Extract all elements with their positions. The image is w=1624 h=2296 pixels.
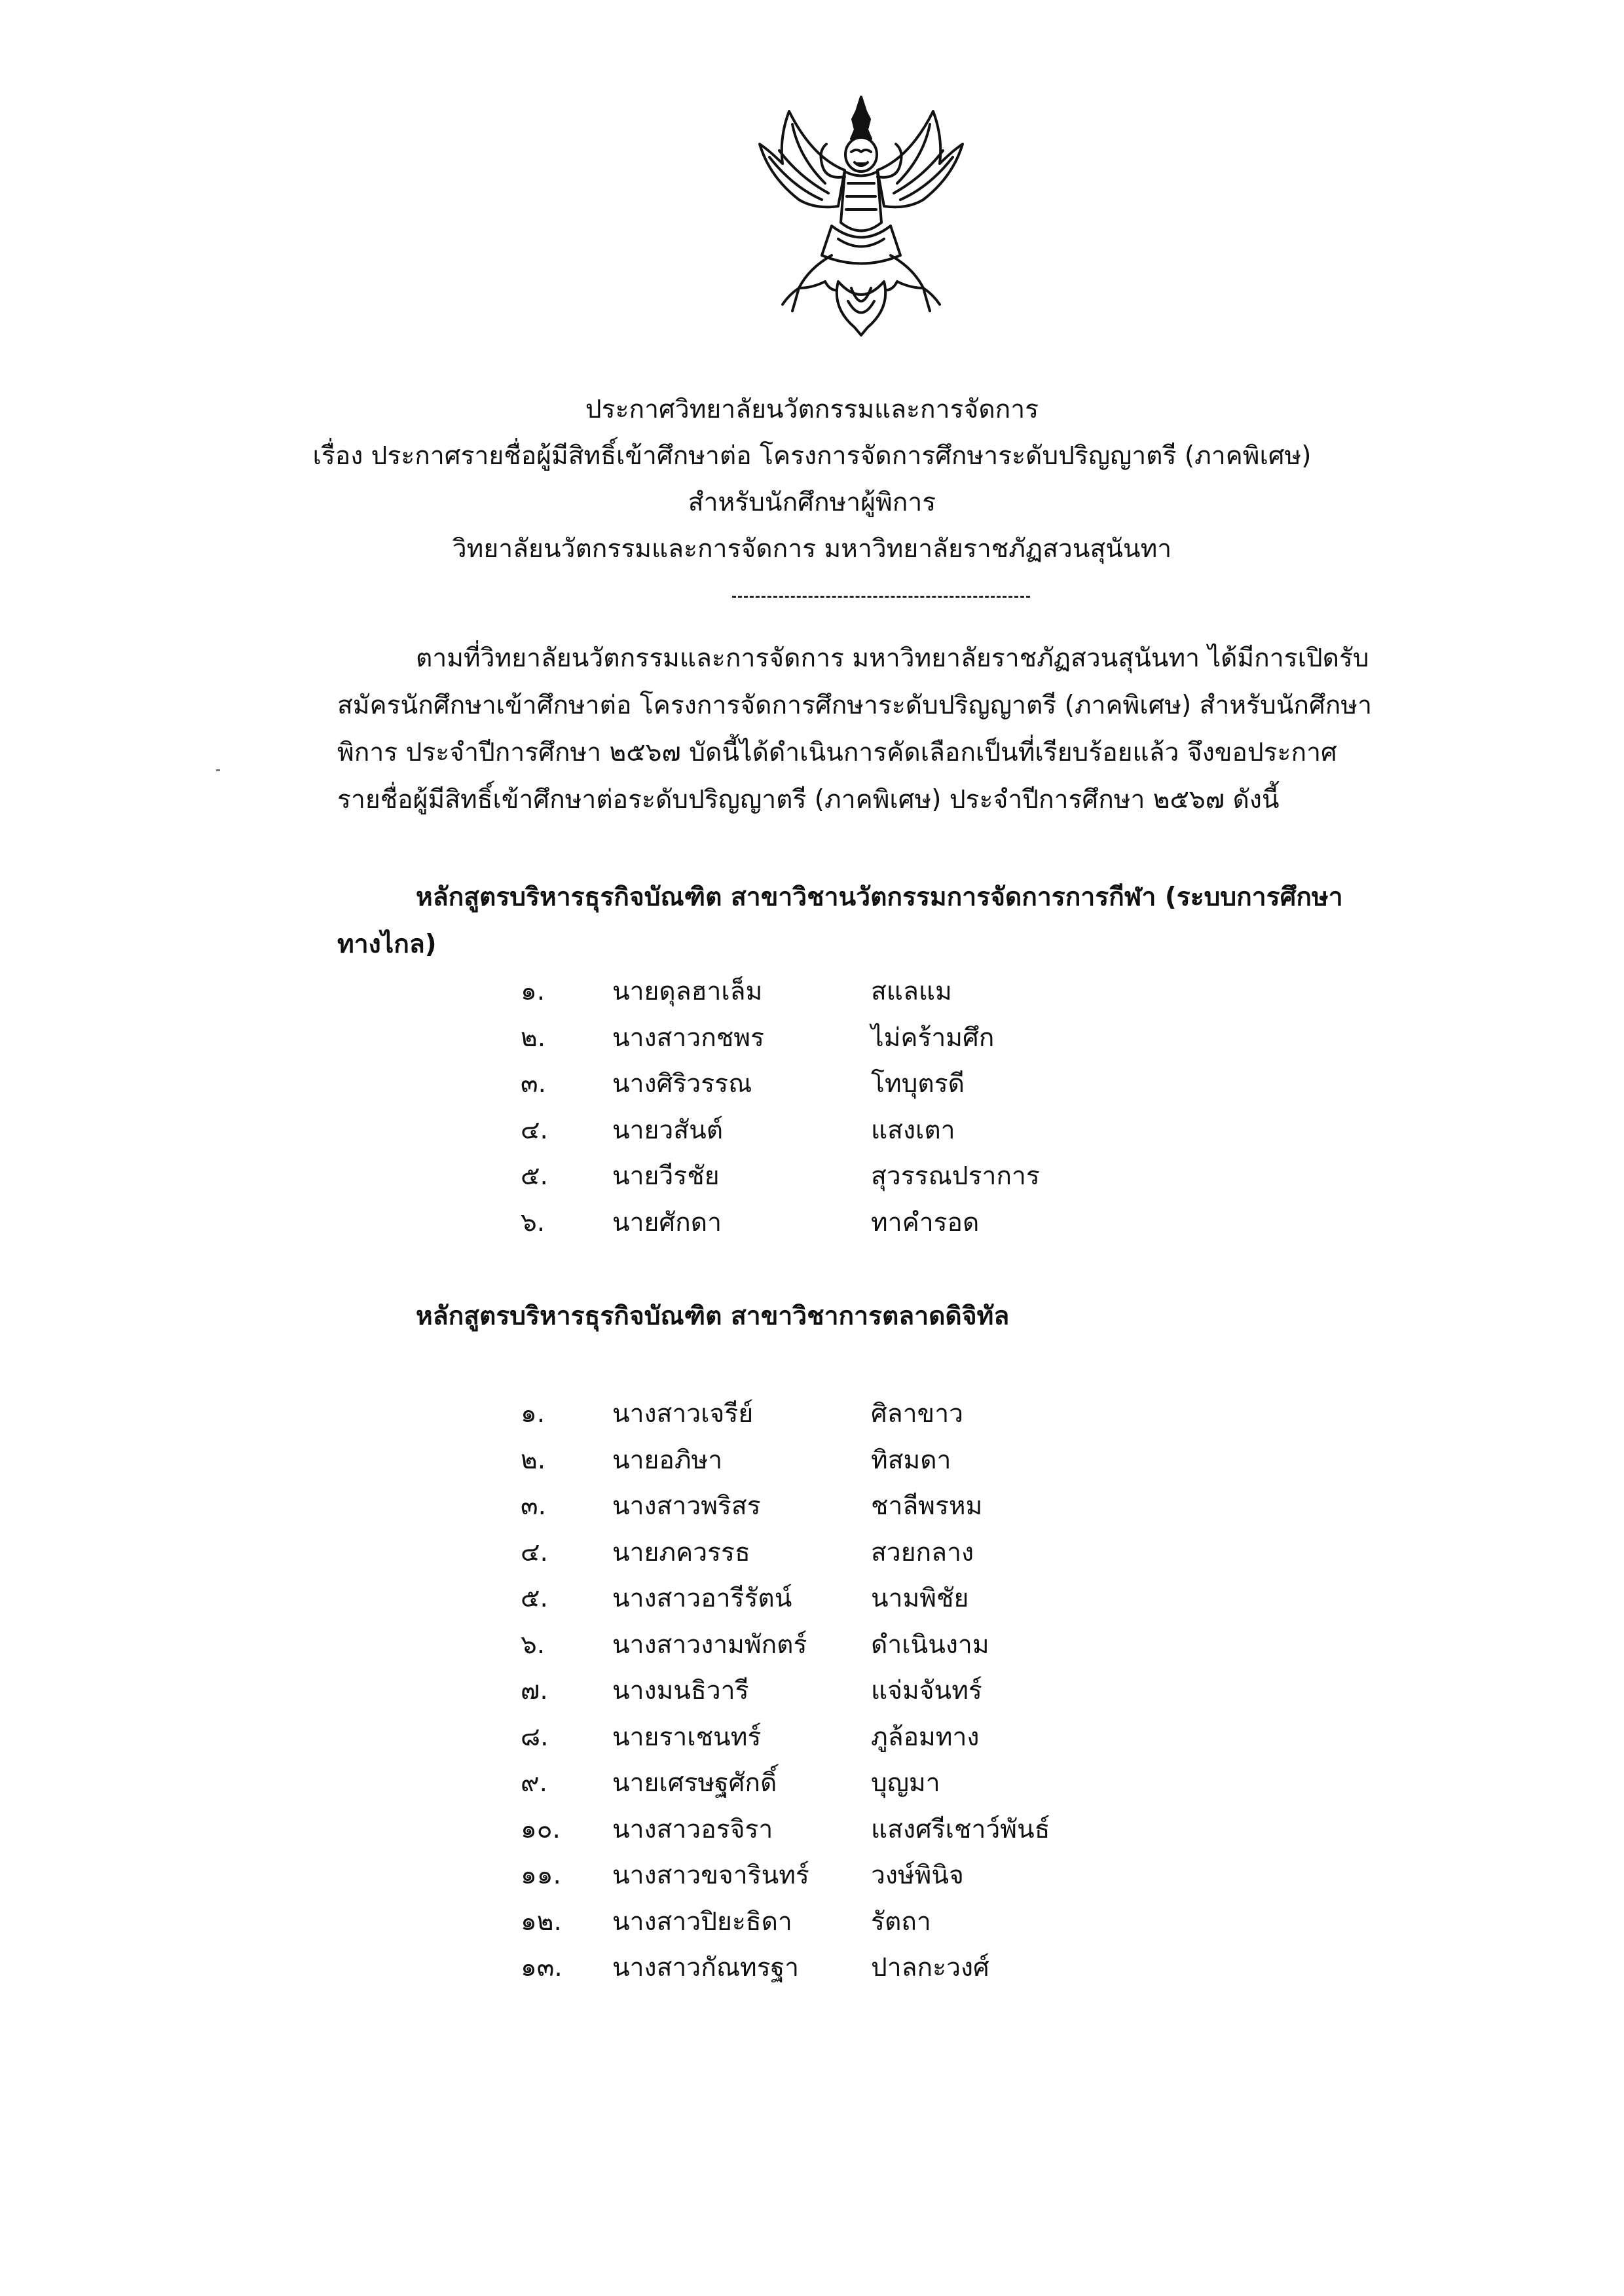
- student-last-name: แจ่มจันทร์: [871, 1676, 982, 1705]
- student-row: [0, 1853, 1624, 1899]
- student-first-name: นางสาวกัณทรฐา: [612, 1953, 800, 1982]
- student-row: [0, 1484, 1624, 1530]
- student-number: ๑๐.: [521, 1814, 561, 1844]
- student-row: [0, 1668, 1624, 1715]
- student-first-name: นางสาวอรจิรา: [612, 1814, 773, 1844]
- intro-paragraph: [337, 635, 1411, 824]
- student-last-name: ทิสมดา: [871, 1445, 951, 1475]
- student-first-name: นายวสันต์: [612, 1115, 724, 1145]
- student-first-name: นายวีรชัย: [612, 1161, 720, 1191]
- scan-mark: [216, 769, 220, 771]
- student-first-name: นางสาวขจารินทร์: [612, 1861, 809, 1890]
- intro-line: พิการ ประจำปีการศึกษา ๒๕๖๗ บัดนี้ได้ดำเนินการคัดเลือกเป็นที่เรียบร้อยแล้ว จึงขอประกาศ: [337, 738, 1337, 767]
- student-last-name: ดำเนินงาม: [871, 1630, 989, 1660]
- header-title: ประกาศวิทยาลัยนวัตกรรมและการจัดการ: [585, 395, 1039, 424]
- student-last-name: วงษ์พินิจ: [871, 1861, 964, 1890]
- student-row: [0, 1760, 1624, 1807]
- student-last-name: นามพิชัย: [871, 1584, 969, 1613]
- student-number: ๕.: [521, 1161, 548, 1191]
- student-number: ๑๒.: [521, 1906, 562, 1937]
- student-row: [0, 1061, 1624, 1108]
- student-first-name: นายภควรรธ: [612, 1537, 750, 1567]
- student-row: [0, 1438, 1624, 1484]
- student-number: ๒.: [521, 1445, 546, 1475]
- student-first-name: นางสาวอารีรัตน์: [612, 1584, 792, 1613]
- student-number: ๖.: [521, 1630, 545, 1660]
- student-first-name: นายเศรษฐศักดิ์: [612, 1768, 777, 1798]
- student-first-name: นางสาวกชพร: [612, 1023, 764, 1053]
- student-number: ๔.: [521, 1537, 548, 1567]
- student-row: [0, 1391, 1624, 1438]
- student-last-name: ทาคำรอด: [871, 1207, 980, 1237]
- student-first-name: นางสาวพริสร: [612, 1491, 761, 1521]
- student-row: [0, 1154, 1624, 1200]
- student-number: ๖.: [521, 1207, 545, 1237]
- student-number: ๔.: [521, 1115, 548, 1145]
- student-first-name: นายอภิษา: [612, 1445, 723, 1475]
- student-first-name: นางมนธิวารี: [612, 1676, 749, 1705]
- announcement-header: [196, 386, 1428, 572]
- student-last-name: โทบุตรดี: [871, 1069, 965, 1099]
- student-row: [0, 1530, 1624, 1576]
- student-first-name: นางศิริวรรณ: [612, 1069, 752, 1099]
- student-number: ๘.: [521, 1722, 549, 1752]
- student-last-name: ปาลกะวงศ์: [871, 1953, 989, 1982]
- student-number: ๑.: [521, 977, 545, 1006]
- student-first-name: นายศักดา: [612, 1207, 722, 1237]
- student-last-name: ศิลาขาว: [871, 1399, 964, 1429]
- student-number: ๑๓.: [521, 1953, 563, 1982]
- student-first-name: นายราเชนทร์: [612, 1722, 762, 1752]
- student-row: [0, 1622, 1624, 1669]
- student-last-name: สแลแม: [871, 977, 952, 1006]
- program-1-title-line1: หลักสูตรบริหารธุรกิจบัณฑิต สาขาวิชานวัตกรรมการจัดการการกีฬา (ระบบการศึกษา: [416, 883, 1343, 912]
- program-1-title-line2: ทางไกล): [337, 930, 437, 959]
- program-2-student-list: [0, 1391, 1624, 1992]
- student-last-name: สวยกลาง: [871, 1537, 974, 1567]
- header-divider: [732, 596, 1030, 598]
- garuda-emblem-icon: [753, 92, 969, 340]
- header-institution: วิทยาลัยนวัตกรรมและการจัดการ มหาวิทยาลัยราชภัฏสวนสุนันทา: [452, 534, 1172, 564]
- student-last-name: แสงเตา: [871, 1115, 955, 1145]
- student-number: ๓.: [521, 1491, 547, 1521]
- student-first-name: นางสาวงามพักตร์: [612, 1630, 807, 1660]
- student-row: [0, 1807, 1624, 1853]
- student-row: [0, 969, 1624, 1015]
- student-number: ๕.: [521, 1584, 548, 1613]
- student-number: ๒.: [521, 1023, 546, 1053]
- program-1-title: [337, 874, 1411, 968]
- intro-line: ตามที่วิทยาลัยนวัตกรรมและการจัดการ มหาวิทยาลัยราชภัฏสวนสุนันทา ได้มีการเปิดรับ: [416, 644, 1369, 673]
- student-number: ๓.: [521, 1069, 547, 1099]
- student-row: [0, 1108, 1624, 1154]
- student-row: [0, 1899, 1624, 1946]
- student-number: ๑.: [521, 1399, 545, 1429]
- student-number: ๗.: [521, 1676, 548, 1705]
- student-number: ๙.: [521, 1768, 547, 1798]
- student-row: [0, 1715, 1624, 1761]
- student-last-name: รัตถา: [871, 1906, 931, 1937]
- program-1-student-list: [0, 969, 1624, 1246]
- student-row: [0, 1015, 1624, 1062]
- student-first-name: นางสาวเจรีย์: [612, 1399, 754, 1429]
- student-number: ๑๑.: [521, 1861, 561, 1890]
- intro-line: สมัครนักศึกษาเข้าศึกษาต่อ โครงการจัดการศึกษาระดับปริญญาตรี (ภาคพิเศษ) สำหรับนักศึกษา: [337, 691, 1373, 720]
- student-row: [0, 1945, 1624, 1992]
- student-row: [0, 1200, 1624, 1247]
- student-last-name: ไม่คร้ามศึก: [871, 1023, 995, 1053]
- program-2-title: หลักสูตรบริหารธุรกิจบัณฑิต สาขาวิชาการตลาดดิจิทัล: [416, 1302, 1010, 1331]
- student-last-name: ภูล้อมทาง: [871, 1722, 980, 1752]
- student-row: [0, 1576, 1624, 1622]
- student-first-name: นางสาวปิยะธิดา: [612, 1906, 792, 1937]
- student-last-name: ชาลีพรหม: [871, 1491, 983, 1521]
- header-audience: สำหรับนักศึกษาผู้พิการ: [688, 488, 936, 517]
- student-last-name: สุวรรณปราการ: [871, 1161, 1040, 1191]
- student-last-name: แสงศรีเชาว์พันธ์: [871, 1814, 1050, 1844]
- header-subject: เรื่อง ประกาศรายชื่อผู้มีสิทธิ์เข้าศึกษาต่อ โครงการจัดการศึกษาระดับปริญญาตรี (ภาคพิเศษ): [312, 441, 1312, 471]
- student-first-name: นายดุลฮาเล็ม: [612, 977, 763, 1006]
- student-last-name: บุญมา: [871, 1768, 940, 1798]
- intro-line: รายชื่อผู้มีสิทธิ์เข้าศึกษาต่อระดับปริญญาตรี (ภาคพิเศษ) ประจำปีการศึกษา ๒๕๖๗ ดังนี้: [337, 785, 1280, 814]
